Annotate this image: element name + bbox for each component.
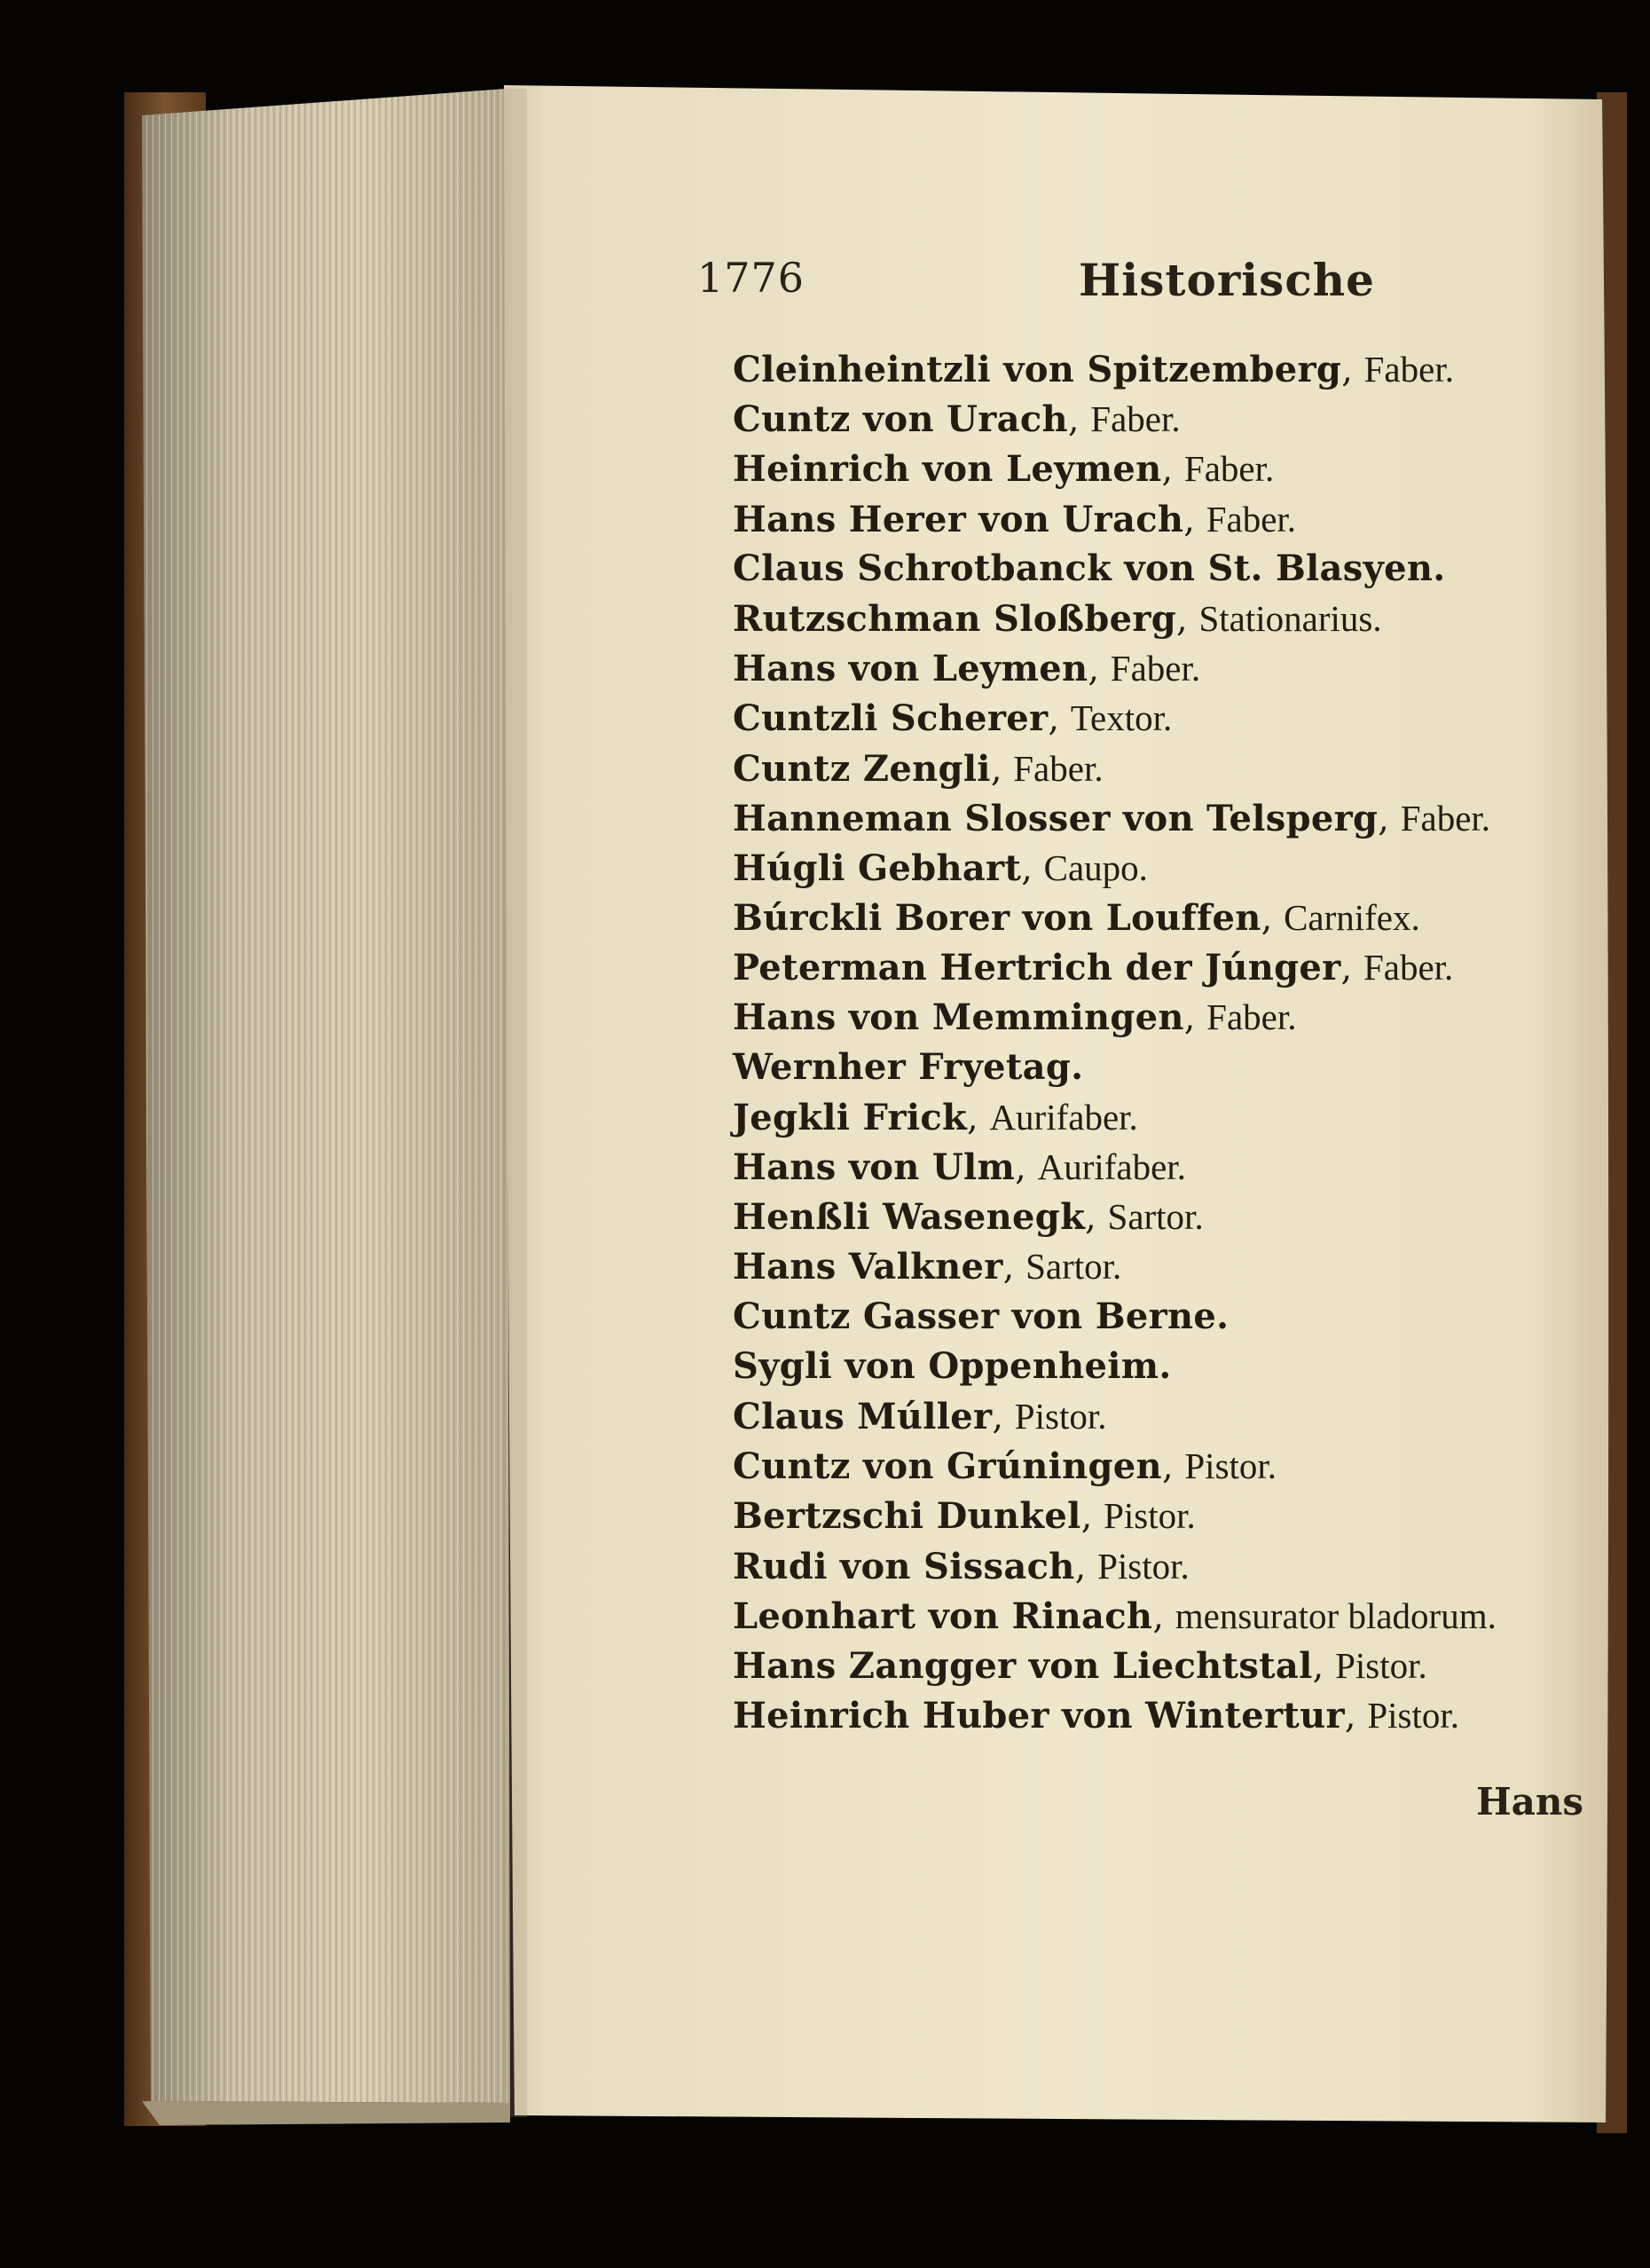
entry-name: Cuntz von Grúningen [733,1445,1162,1488]
entry-occupation: Faber. [1183,448,1275,490]
entry-occupation: Faber. [1013,747,1104,789]
entry-occupation: Sartor. [1107,1196,1204,1238]
entry-name: Cuntz Gasser von Berne. [733,1295,1230,1337]
entry-name: Hans von Ulm [733,1146,1016,1188]
entry-line: Cuntz von Grúningen, Pistor. [733,1445,1277,1488]
entry-line: Henßli Wasenegk, Sartor. [733,1196,1204,1239]
entry-name: Jegkli Frick [733,1096,968,1138]
entry-line: Jegkli Frick, Aurifaber. [733,1096,1138,1138]
entry-name: Wernher Fryetag. [733,1045,1084,1088]
entry-name: Hans von Memmingen [733,996,1184,1039]
entry-list [733,344,1497,1740]
entry-occupation: Faber. [1400,797,1491,839]
entry-name: Rudi von Sissach [733,1545,1075,1587]
entry-occupation: Faber. [1363,947,1454,988]
entry-occupation: Faber. [1090,398,1181,440]
entry-occupation: mensurator bladorum. [1175,1595,1497,1636]
entry-line: Hans von Memmingen, Faber. [733,996,1297,1039]
running-head: Historische [1079,254,1375,306]
entry-name: Hans Herer von Urach [733,498,1184,540]
entry-line: Cuntz Zengli, Faber. [733,747,1104,790]
entry-line: Hanneman Slosser von Telsperg, Faber. [733,797,1491,839]
entry-occupation: Sartor. [1025,1246,1122,1288]
entry-line: Leonhart von Rinach, mensurator bladorum. [733,1595,1497,1637]
entry-occupation: Faber. [1206,996,1297,1038]
entry-line: Hans von Ulm, Aurifaber. [733,1146,1186,1188]
entry-name: Henßli Wasenegk [733,1196,1086,1239]
entry-line [733,1342,1497,1391]
entry-occupation: Stationarius. [1198,597,1382,639]
entry-line [733,1043,1497,1092]
entry-occupation: Pistor. [1367,1695,1460,1736]
entry-line: Cuntz von Urach, Faber. [733,398,1181,441]
entry-line: Hans Herer von Urach, Faber. [733,498,1297,540]
entry-line: Heinrich Huber von Wintertur, Pistor. [733,1695,1460,1737]
entry-name: Húgli Gebhart [733,847,1022,889]
entry-name: Hans von Leymen [733,648,1088,690]
entry-line: Hans Valkner, Sartor. [733,1246,1122,1288]
entry-name: Peterman Hertrich der Júnger [733,947,1341,989]
entry-name: Hans Zangger von Liechtstal [733,1644,1313,1687]
catchword: Hans [1476,1780,1584,1823]
entry-name: Heinrich Huber von Wintertur [733,1695,1345,1737]
entry-name: Cuntz von Urach [733,398,1068,441]
entry-occupation: Pistor. [1335,1644,1427,1686]
entry-line: Cleinheintzli von Spitzemberg, Faber. [733,349,1454,390]
entry-line [733,1292,1497,1342]
entry-occupation: Faber. [1110,648,1201,689]
entry-occupation: Textor. [1070,697,1173,739]
entry-name: Rutzschman Sloßberg [733,597,1177,640]
entry-name: Hans Valkner [733,1246,1003,1288]
entry-name: Claus Múller [733,1395,993,1437]
entry-line: Rudi von Sissach, Pistor. [733,1545,1190,1587]
entry-occupation: Pistor. [1184,1445,1277,1487]
entry-line: Hans von Leymen, Faber. [733,648,1201,690]
entry-line: Rutzschman Sloßberg, Stationarius. [733,597,1382,640]
entry-line: Cuntzli Scherer, Textor. [733,697,1173,740]
entry-line: Peterman Hertrich der Júnger, Faber. [733,947,1454,989]
entry-line: Búrckli Borer von Louffen, Carnifex. [733,897,1420,940]
entry-line: Claus Múller, Pistor. [733,1395,1107,1437]
entry-name: Leonhart von Rinach [733,1595,1153,1637]
entry-name: Hanneman Slosser von Telsperg [733,797,1379,839]
entry-line [733,544,1497,594]
entry-name: Cleinheintzli von Spitzemberg [733,349,1342,390]
entry-occupation: Faber. [1363,349,1454,390]
entry-occupation: Pistor. [1104,1495,1196,1537]
entry-occupation: Carnifex. [1284,897,1420,939]
entry-name: Heinrich von Leymen [733,448,1162,491]
entry-occupation: Pistor. [1014,1395,1107,1437]
entry-line: Húgli Gebhart, Caupo. [733,847,1148,889]
entry-occupation: Aurifaber. [1037,1146,1186,1187]
entry-line: Bertzschi Dunkel, Pistor. [733,1495,1196,1538]
entry-name: Cuntz Zengli [733,747,991,790]
entry-name: Búrckli Borer von Louffen [733,897,1261,940]
entry-name: Claus Schrotbanck von St. Blasyen. [733,547,1446,589]
entry-occupation: Faber. [1206,498,1297,539]
entry-occupation: Pistor. [1097,1545,1190,1587]
entry-name: Cuntzli Scherer [733,697,1049,740]
entry-line: Heinrich von Leymen, Faber. [733,448,1275,491]
entry-name: Bertzschi Dunkel [733,1495,1081,1538]
page-number: 1776 [697,254,805,302]
entry-name: Sygli von Oppenheim. [733,1344,1172,1387]
entry-line: Hans Zangger von Liechtstal, Pistor. [733,1644,1427,1687]
entry-occupation: Caupo. [1043,847,1148,888]
entry-occupation: Aurifaber. [989,1096,1138,1138]
